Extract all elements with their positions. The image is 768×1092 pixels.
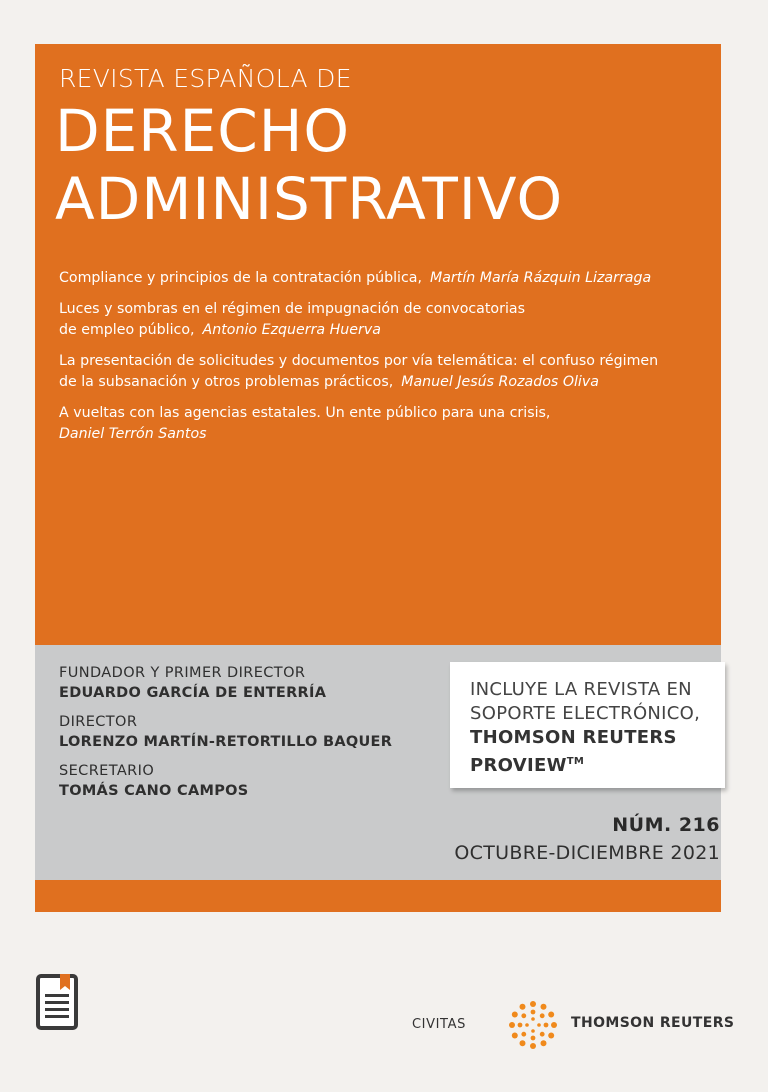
proview-notice [450,662,725,788]
proview-line-1: INCLUYE LA REVISTA EN [470,679,692,700]
editorial-staff [59,663,392,810]
founder-role: FUNDADOR Y PRIMER DIRECTOR [59,665,306,681]
article-title: La presentación de solicitudes y documentos por vía telemática: el confuso régimen de la subsanación y otros problemas prácticos, [59,353,659,390]
proview-line-3: THOMSON REUTERS [470,727,677,748]
article-item [59,268,709,289]
director-name: LORENZO MARTÍN-RETORTILLO BAQUER [59,734,393,750]
article-author: Manuel Jesús Rozados Oliva [401,374,599,390]
article-author: Antonio Ezquerra Huerva [202,322,381,338]
article-title: A vueltas con las agencias estatales. Un ente público para una crisis, [59,405,551,421]
issue-number: NÚM. 216 [612,814,720,836]
article-item [59,351,679,393]
founder-name: EDUARDO GARCÍA DE ENTERRÍA [59,685,327,701]
thomson-reuters-logo-icon [508,1000,558,1050]
article-author: Daniel Terrón Santos [59,426,207,442]
proview-line-2: SOPORTE ELECTRÓNICO, [470,703,701,724]
journal-title-line-1: DERECHO [55,97,351,165]
article-author: Martín María Rázquin Lizarraga [430,270,652,286]
secretary-name: TOMÁS CANO CAMPOS [59,783,249,799]
journal-kicker: REVISTA ESPAÑOLA DE [59,64,352,93]
journal-title-line-2: ADMINISTRATIVO [55,165,564,233]
table-of-contents [59,268,709,455]
article-title: Luces y sombras en el régimen de impugnación de convocatorias de empleo público, [59,301,525,338]
civitas-imprint: CIVITAS [412,1017,466,1032]
trademark-symbol: TM [566,756,585,767]
thomson-reuters-name: THOMSON REUTERS [571,1015,735,1031]
article-item [59,403,579,445]
article-title: Compliance y principios de la contratación pública, [59,270,422,286]
article-item [59,299,539,341]
issue-date: OCTUBRE-DICIEMBRE 2021 [454,842,720,864]
ebook-icon [36,972,80,1032]
director-role: DIRECTOR [59,714,138,730]
secretary-role: SECRETARIO [59,763,155,779]
proview-line-4: PROVIEW [470,755,567,776]
